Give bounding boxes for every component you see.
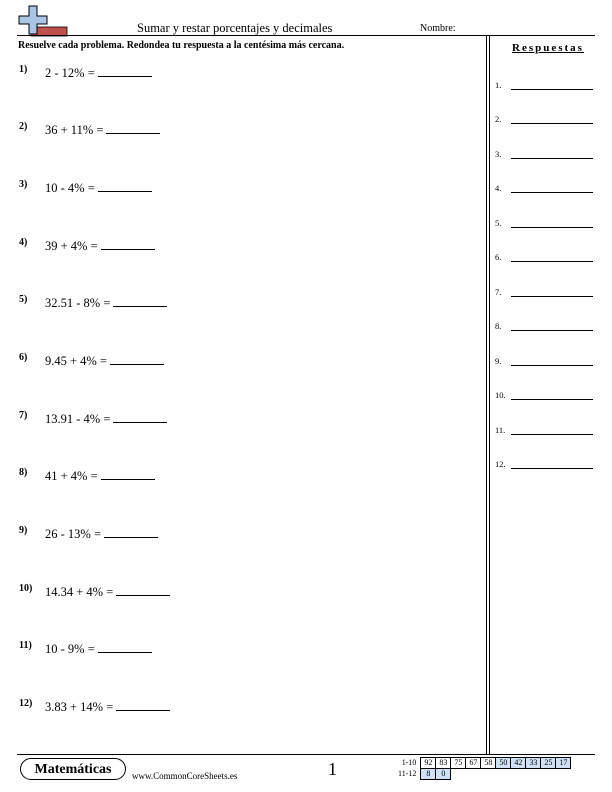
problem-number: 9): [19, 525, 28, 536]
answer-line[interactable]: [511, 123, 593, 124]
score-cell: 50: [496, 758, 511, 769]
answer-line[interactable]: [511, 227, 593, 228]
score-cell: 17: [556, 758, 571, 769]
score-cell: 8: [421, 769, 436, 780]
answer-number: 4.: [495, 183, 502, 193]
answer-number: 9.: [495, 356, 502, 366]
answer-number: 11.: [495, 425, 506, 435]
worksheet-title: Sumar y restar porcentajes y decimales: [137, 21, 333, 35]
answer-number: 6.: [495, 252, 502, 262]
problem-expression: 36 + 11% =: [45, 123, 104, 137]
answer-row-12: [495, 459, 595, 473]
column-divider: [486, 36, 487, 754]
answer-blank[interactable]: [98, 181, 152, 192]
answer-blank[interactable]: [98, 642, 152, 653]
problem-expression: 2 - 12% =: [45, 66, 95, 80]
score-row: [396, 769, 571, 780]
answer-row-1: [495, 80, 595, 94]
column-divider: [489, 36, 490, 754]
answer-line[interactable]: [511, 399, 593, 400]
answer-line[interactable]: [511, 365, 593, 366]
problem-expression: 3.83 + 14% =: [45, 700, 114, 714]
answer-row-8: [495, 321, 595, 335]
answer-number: 1.: [495, 80, 502, 90]
answer-row-9: [495, 356, 595, 370]
answer-row-6: [495, 252, 595, 266]
score-range-label: 11-12: [398, 769, 417, 778]
answer-blank[interactable]: [110, 354, 164, 365]
answer-blank[interactable]: [104, 527, 158, 538]
score-cell: 75: [451, 758, 466, 769]
answer-row-4: [495, 183, 595, 197]
score-empty: [451, 769, 571, 780]
answer-row-7: [495, 287, 595, 301]
plus-minus-logo-icon: [17, 5, 69, 37]
answer-line[interactable]: [511, 158, 593, 159]
problem-number: 11): [19, 640, 32, 651]
score-cell: 67: [466, 758, 481, 769]
answer-line[interactable]: [511, 468, 593, 469]
score-cell: 25: [541, 758, 556, 769]
footer-divider: [17, 754, 595, 755]
score-cell: 33: [526, 758, 541, 769]
problem-number: 8): [19, 467, 28, 478]
problem-expression: 10 - 9% =: [45, 642, 95, 656]
name-label: Nombre:: [420, 23, 456, 34]
brand-badge: Matemáticas: [20, 758, 126, 780]
problem-expression: 13.91 - 4% =: [45, 412, 111, 426]
page-number: 1: [328, 759, 337, 779]
score-cell: 0: [436, 769, 451, 780]
problem-number: 5): [19, 294, 28, 305]
answer-blank[interactable]: [116, 700, 170, 711]
answer-blank[interactable]: [116, 585, 170, 596]
problem-expression: 32.51 - 8% =: [45, 296, 111, 310]
problem-number: 7): [19, 410, 28, 421]
problem-expression: 14.34 + 4% =: [45, 585, 114, 599]
answer-number: 10.: [495, 390, 506, 400]
answer-number: 3.: [495, 149, 502, 159]
problem-expression: 26 - 13% =: [45, 527, 101, 541]
answer-number: 12.: [495, 459, 506, 469]
problem-expression: 39 + 4% =: [45, 239, 98, 253]
answer-blank[interactable]: [98, 66, 152, 77]
answer-blank[interactable]: [101, 469, 155, 480]
score-cell: 58: [481, 758, 496, 769]
site-url: www.CommonCoreSheets.es: [132, 771, 238, 781]
score-range-label: 1-10: [401, 758, 417, 767]
answer-blank[interactable]: [113, 296, 167, 307]
answer-row-2: [495, 114, 595, 128]
header-divider: [17, 35, 595, 36]
answers-title: Respuestas: [512, 42, 584, 54]
answer-line[interactable]: [511, 89, 593, 90]
problem-number: 6): [19, 352, 28, 363]
instructions: Resuelve cada problema. Redondea tu respuesta a la centésima más cercana.: [18, 40, 345, 51]
answer-number: 2.: [495, 114, 502, 124]
answer-row-11: [495, 425, 595, 439]
answer-number: 7.: [495, 287, 502, 297]
problem-number: 1): [19, 64, 28, 75]
score-cell: 92: [421, 758, 436, 769]
answer-number: 5.: [495, 218, 502, 228]
answer-line[interactable]: [511, 261, 593, 262]
score-cell: 83: [436, 758, 451, 769]
answer-row-10: [495, 390, 595, 404]
problem-number: 2): [19, 121, 28, 132]
score-table: [396, 757, 571, 780]
problem-number: 3): [19, 179, 28, 190]
problem-number: 4): [19, 237, 28, 248]
answer-blank[interactable]: [106, 123, 160, 134]
problem-expression: 9.45 + 4% =: [45, 354, 108, 368]
problem-number: 12): [19, 698, 33, 709]
answer-line[interactable]: [511, 192, 593, 193]
answer-line[interactable]: [511, 330, 593, 331]
answer-number: 8.: [495, 321, 502, 331]
problem-expression: 10 - 4% =: [45, 181, 95, 195]
problem-expression: 41 + 4% =: [45, 469, 98, 483]
answer-line[interactable]: [511, 296, 593, 297]
answer-line[interactable]: [511, 434, 593, 435]
answer-row-5: [495, 218, 595, 232]
answer-blank[interactable]: [101, 239, 155, 250]
answer-blank[interactable]: [113, 412, 167, 423]
score-row: [396, 758, 571, 769]
answer-row-3: [495, 149, 595, 163]
score-cell: 42: [511, 758, 526, 769]
problem-number: 10): [19, 583, 33, 594]
